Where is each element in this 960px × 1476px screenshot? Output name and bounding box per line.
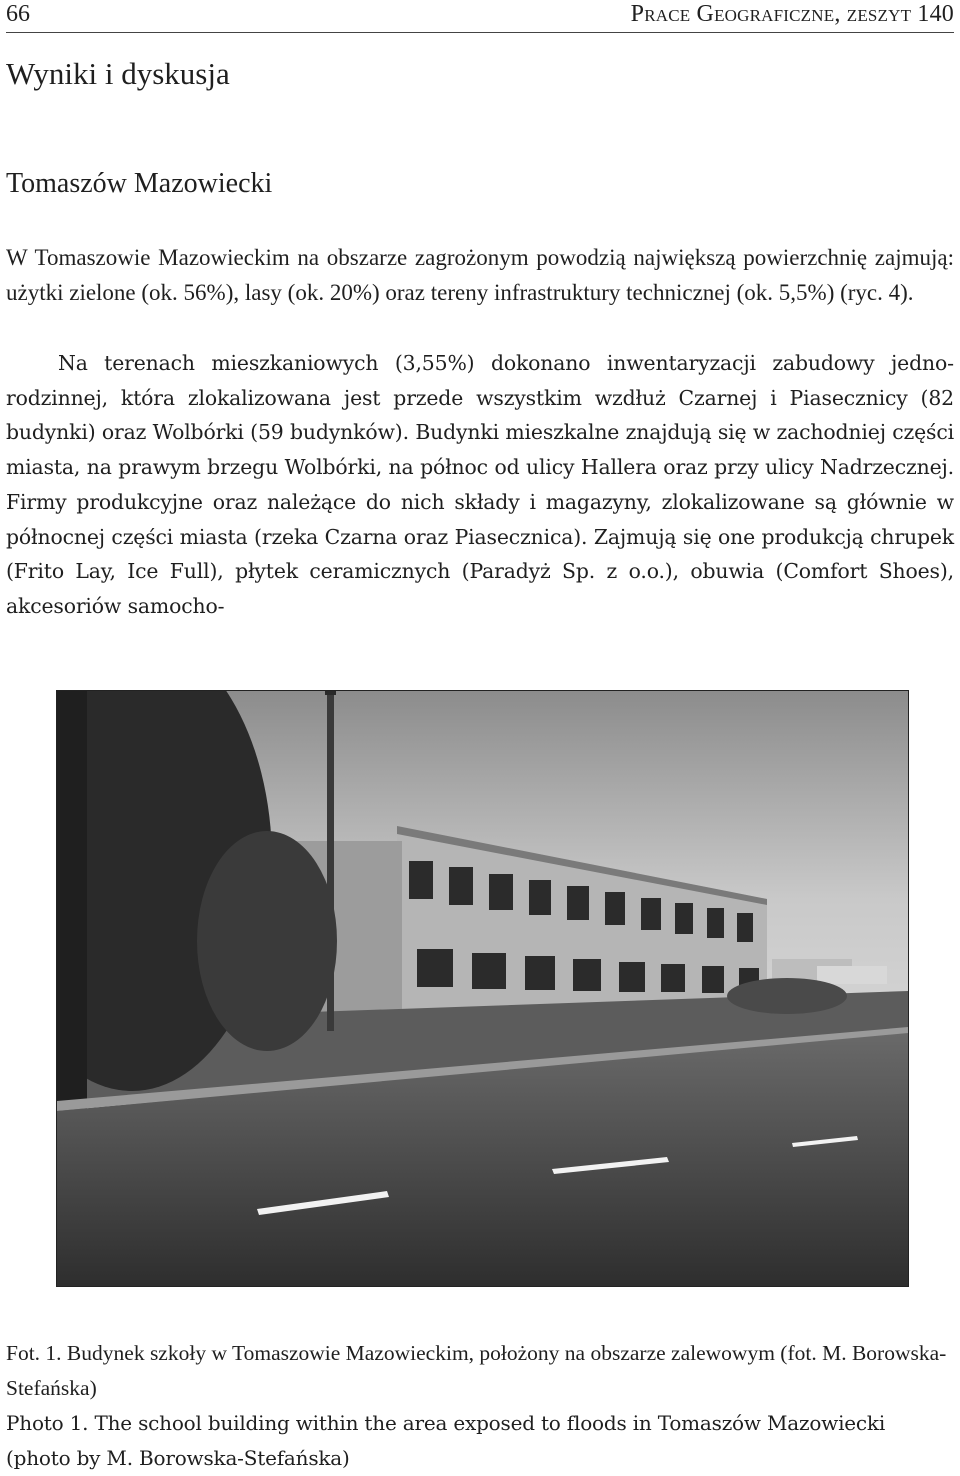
running-title: Prace Geograficzne, zeszyt 140 [630, 1, 954, 27]
caption-polish: Fot. 1. Budynek szkoły w Tomaszowie Mazowieckim, położony na obszarze zalewowym (fot. M. Borowska-Stefańska) [6, 1341, 947, 1400]
page-number: 66 [6, 1, 30, 27]
paragraph-1: W Tomaszowie Mazowieckim na obszarze zagrożonym powodzią największą powierzchnię zajmują: użytki zielone (ok. 56%), lasy (ok. 20%) oraz tereny infrastruktury technicznej (ok. 5,5%) (ryc. 4). [6, 245, 954, 305]
header-rule [6, 32, 954, 33]
paragraph-2: Na terenach mieszkaniowych (3,55%) dokonano inwentaryzacji zabudowy jednorodzinnej, która zlokalizowana jest przede wszystkim wzdłuż Czarnej i Piasecznicy (82 budynki) oraz Wolbórki (59 budynków). Budynki mieszkalne znajdują się w zachodniej części miasta, na prawym brzegu Wolbórki, na północ od ulicy Hallera oraz przy ulicy Nadrzecznej. Firmy produkcyjne oraz należące do nich składy i magazyny, zlokalizowane są głównie w północnej części miasta (rzeka Czarna oraz Piasecznica). Zajmują się one produkcją chrupek (Frito Lay, Ice Full), płytek ceramicznych (Paradyż Sp. z o.o.), obuwia (Comfort Shoes), akcesoriów samocho- [6, 351, 954, 618]
subsection-title: Tomaszów Mazowiecki [6, 168, 273, 199]
page-header [6, 0, 954, 30]
caption-english: Photo 1. The school building within the area exposed to floods in Tomaszów Mazowiecki (photo by M. Borowska-Stefańska) [6, 1411, 886, 1470]
school-building-photo [56, 690, 909, 1287]
section-title: Wyniki i dyskusja [6, 56, 230, 91]
